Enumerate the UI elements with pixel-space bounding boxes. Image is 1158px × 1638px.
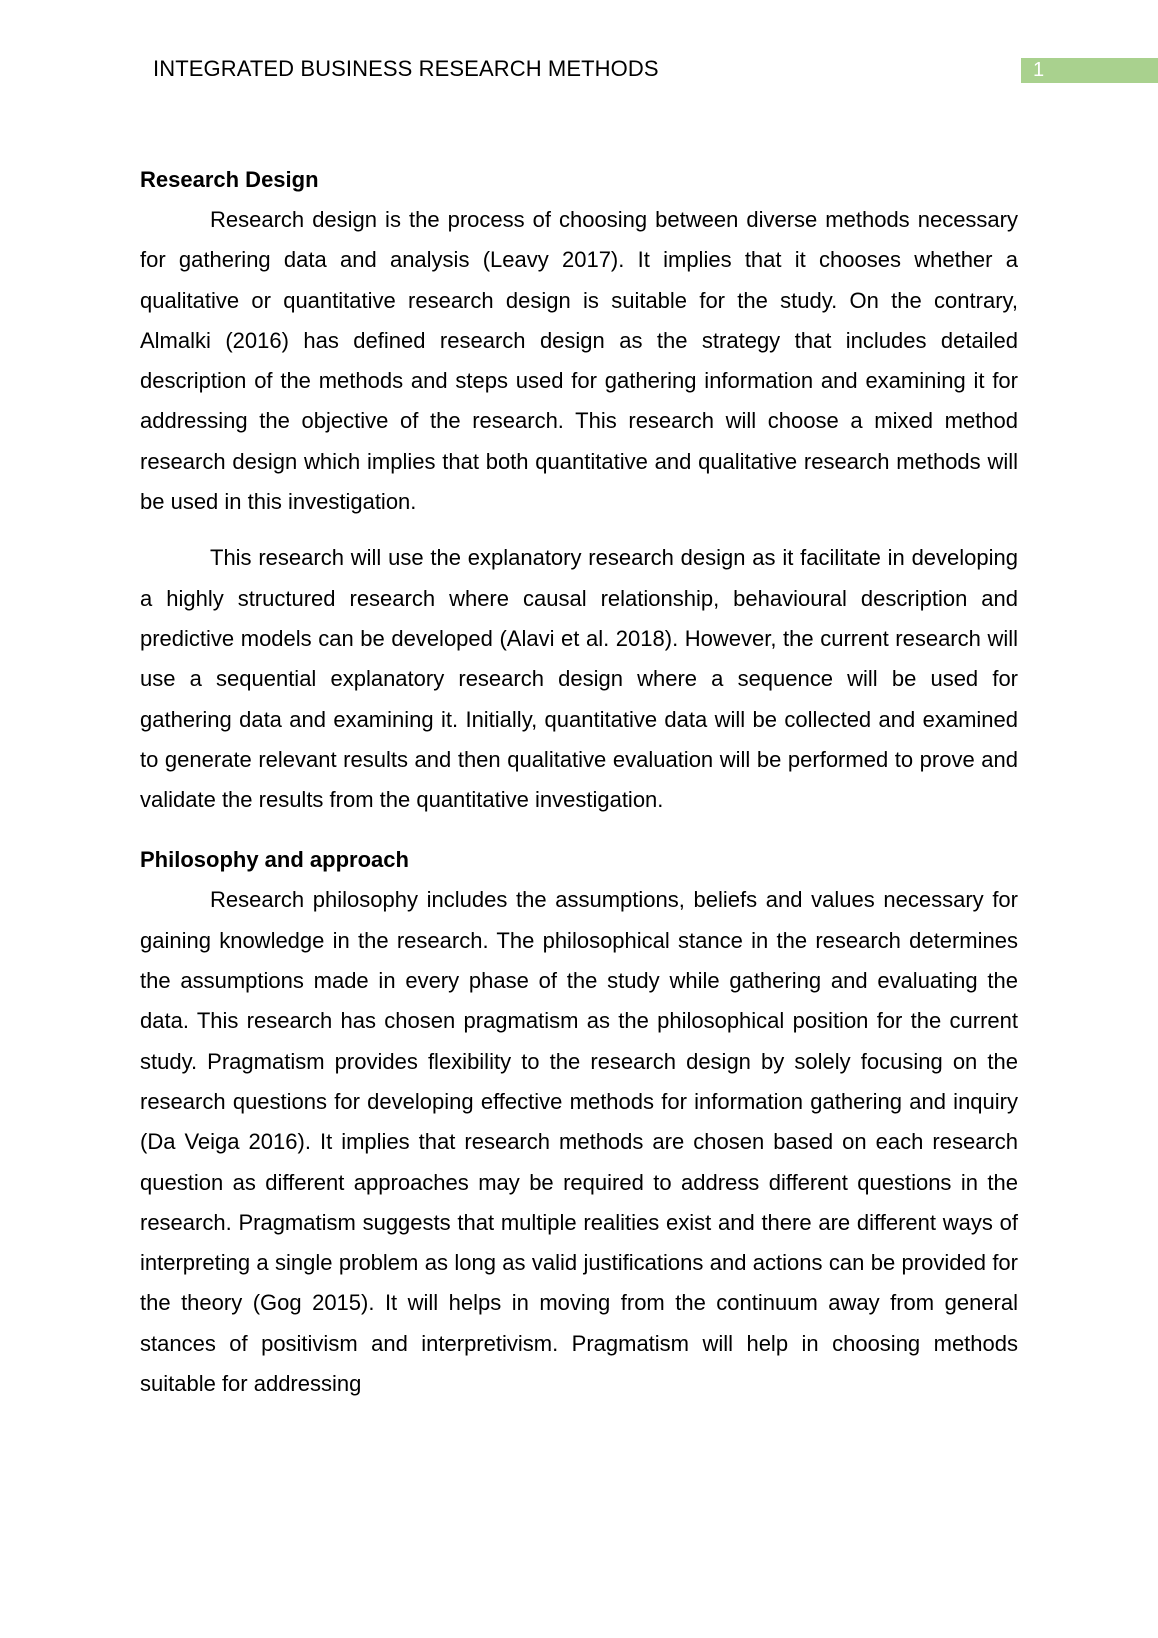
running-header-title: INTEGRATED BUSINESS RESEARCH METHODS — [153, 56, 659, 81]
document-body — [140, 160, 1018, 1404]
paragraph: This research will use the explanatory research design as it facilitate in developing a highly structured research where causal relationship, behavioural description and predictive models can be developed (Alavi et al. 2018). However, the current research will use a sequential explanatory research design where a sequence will be used for gathering data and examining it. Initially, quantitative data will be collected and examined to generate relevant results and then qualitative evaluation will be performed to prove and validate the results from the quantitative investigation. — [140, 545, 1018, 813]
section-heading-research-design: Research Design — [140, 167, 319, 192]
page-number: 1 — [1033, 59, 1045, 81]
paragraph: Research design is the process of choosing between diverse methods necessary for gathering data and analysis (Leavy 2017). It implies that it chooses whether a qualitative or quantitative research design is suitable for the study. On the contrary, Almalki (2016) has defined research design as the strategy that includes detailed description of the methods and steps used for gathering information and examining it for addressing the objective of the research. This research will choose a mixed method research design which implies that both quantitative and qualitative research methods will be used in this investigation. — [140, 207, 1018, 515]
section-heading-philosophy: Philosophy and approach — [140, 847, 409, 873]
page-number-bar — [1021, 58, 1158, 83]
paragraph: Research philosophy includes the assumptions, beliefs and values necessary for gaining knowledge in the research. The philosophical stance in the research determines the assumptions made in every phase of the study while gathering and evaluating the data. This research has chosen pragmatism as the philosophical position for the current study. Pragmatism provides flexibility to the research design by solely focusing on the research questions for developing effective methods for information gathering and inquiry (Da Veiga 2016). It implies that research methods are chosen based on each research question as different approaches may be required to address different questions in the research. Pragmatism suggests that multiple realities exist and there are different ways of interpreting a single problem as long as valid justifications and actions can be provided for the theory (Gog 2015). It will helps in moving from the continuum away from general stances of positivism and interpretivism. Pragmatism will help in choosing methods suitable for addressing — [140, 887, 1018, 1397]
